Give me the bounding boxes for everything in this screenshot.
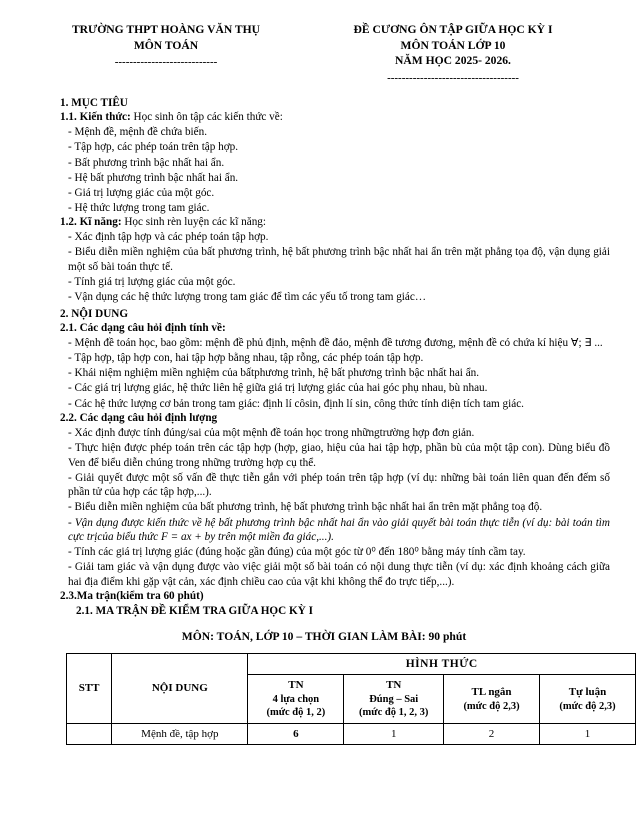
section-1-title: 1. MỤC TIÊU	[60, 96, 128, 109]
list-item: - Tính các giá trị lượng giác (đúng hoặc gần đúng) của một góc từ 0⁰ đến 180⁰ bằng máy tính cầm tay.	[68, 546, 526, 559]
list-item: - Giá trị lượng giác của một góc.	[68, 186, 215, 199]
header-col-tlngan-line1: TL ngắn	[471, 686, 512, 699]
list-item: - Thực hiện được phép toán trên các tập hợp (hợp, giao, hiệu của hai tập hợp, phần bù của một tập con). Dùng biểu đồ Ven để biểu diễn chúng trong những trường hợp cụ thể.	[68, 442, 610, 469]
header-right-divider: ------------------------------------	[387, 71, 519, 84]
document-school-year: NĂM HỌC 2025- 2026.	[395, 54, 511, 68]
cell-noi-dung: Mệnh đề, tập hợp	[112, 724, 248, 745]
header-col-tn4-line2: 4 lựa chọn	[272, 693, 320, 705]
header-school-block	[38, 22, 294, 86]
header-col-tn4	[248, 675, 344, 724]
header-col-tn4-line3: (mức độ 1, 2)	[266, 707, 326, 719]
section-1-2	[60, 215, 610, 230]
list-item: - Tính giá trị lượng giác của một góc.	[68, 276, 236, 289]
section-2-2-label: 2.2. Các dạng câu hỏi định lượng	[60, 412, 218, 425]
header-col-tuluan-line2: (mức độ 2,3)	[559, 700, 616, 712]
header-hinh-thuc: HÌNH THỨC	[248, 653, 636, 675]
list-item: - Vận dụng các hệ thức lượng trong tam giác để tìm các yếu tố trong tam giác…	[68, 291, 427, 304]
list-item: - Bất phương trình bậc nhất hai ẩn.	[68, 156, 225, 169]
header-col-tnds	[344, 675, 444, 724]
list-item: - Khái niệm nghiệm miền nghiệm của bấtphương trình, hệ bất phương trình bậc nhất hai ẩn.	[68, 367, 480, 380]
section-1-2-label: 1.2. Kĩ năng:	[60, 216, 122, 229]
list-item: - Giải tam giác và vận dụng được vào việc giải một số bài toán có nội dung thực tiễn (ví dụ: xác định khoảng cách giữa hai địa điểm khi gặp vật cản, xác định chiều cao của vật khi không thể đo trực tiếp,...).	[68, 561, 610, 588]
subject-name: MÔN TOÁN	[133, 38, 199, 52]
section-1-1-label: 1.1. Kiến thức:	[60, 111, 131, 124]
header-title-block	[294, 22, 612, 86]
list-item: - Các giá trị lượng giác, hệ thức liên hệ giữa giá trị lượng giác của hai góc phụ nhau, bù nhau.	[68, 382, 488, 395]
table-row	[67, 724, 636, 745]
list-item: - Xác định được tính đúng/sai của một mệnh đề toán học trong nhữngtrường hợp đơn giản.	[68, 427, 475, 440]
header-col-tlngan-line2: (mức độ 2,3)	[463, 700, 520, 712]
cell-tn4: 6	[248, 724, 344, 745]
matrix-exam-info: MÔN: TOÁN, LỚP 10 – THỜI GIAN LÀM BÀI: 90 phút	[181, 630, 467, 644]
header-col-tnds-line1: TN	[386, 679, 402, 692]
list-item: - Tập hợp, các phép toán trên tập hợp.	[68, 141, 239, 154]
header-col-tn4-line1: TN	[288, 679, 304, 692]
cell-stt	[67, 724, 112, 745]
section-2-3-label: 2.3.Ma trận(kiểm tra 60 phút)	[60, 590, 204, 603]
list-item: - Mệnh đề, mệnh đề chứa biến.	[68, 126, 208, 139]
list-item: - Hệ bất phương trình bậc nhất hai ẩn.	[68, 171, 239, 184]
header-stt: STT	[67, 653, 112, 724]
list-item: - Giải quyết được một số vấn đề thực tiễn gắn với phép toán trên tập hợp (ví dụ: những bài toán liên quan đến đếm số phần tử của hợp các tập hợp,...).	[68, 471, 610, 499]
section-1-1	[60, 110, 610, 125]
header-col-tuluan	[540, 675, 636, 724]
list-item: - Hệ thức lượng trong tam giác.	[68, 201, 210, 214]
list-item: - Biểu diễn miền nghiệm của bất phương trình, hệ bất phương trình bậc nhất hai ẩn trên mặt phẳng tọa độ, vận dụng giải một số bài toán thực tế.	[68, 246, 610, 273]
header-col-tnds-line3: (mức độ 1, 2, 3)	[359, 707, 429, 719]
header-noi-dung: NỘI DUNG	[112, 653, 248, 724]
section-2-1-label: 2.1. Các dạng câu hỏi định tính về:	[60, 322, 226, 335]
list-item: - Tập hợp, tập hợp con, hai tập hợp bằng nhau, tập rỗng, các phép toán tập hợp.	[68, 352, 424, 365]
list-item: - Mệnh đề toán học, bao gồm: mệnh đề phủ định, mệnh đề đảo, mệnh đề tương đương, mệnh đề có chứa kí hiệu ∀; ∃ ...	[68, 337, 603, 350]
section-2-title: 2. NỘI DUNG	[60, 307, 129, 320]
header-col-tlngan	[444, 675, 540, 724]
section-1-1-text: Học sinh ôn tập các kiến thức về:	[130, 111, 283, 124]
list-item: - Các hệ thức lượng cơ bản trong tam giác: định lí côsin, định lí sin, công thức tính diện tích tam giác.	[68, 397, 524, 410]
table-header-row	[67, 653, 636, 675]
cell-tuluan: 1	[540, 724, 636, 745]
document-header	[0, 0, 640, 86]
list-item: - Vận dụng được kiến thức về hệ bất phương trình bậc nhất hai ẩn vào giải quyết bài toán thực tiễn (ví dụ: bài toán tìm cực trịcủa biểu thức F = ax + by trên một miền đa giác,...).	[68, 516, 610, 544]
document-body	[0, 86, 640, 746]
header-col-tuluan-line1: Tự luận	[568, 686, 607, 699]
section-1-2-text: Học sinh rèn luyện các kĩ năng:	[121, 216, 267, 229]
document-title: ĐỀ CƯƠNG ÔN TẬP GIỮA HỌC KỲ I	[353, 23, 553, 36]
list-item: - Xác định tập hợp và các phép toán tập hợp.	[68, 231, 269, 244]
school-name: TRƯỜNG THPT HOÀNG VĂN THỤ	[71, 23, 261, 36]
cell-tlngan: 2	[444, 724, 540, 745]
list-item: - Biểu diễn miền nghiệm của bất phương trình, hệ bất phương trình bậc nhất hai ẩn trên mặt phẳng toạ độ.	[68, 501, 543, 514]
header-left-divider: ----------------------------	[114, 56, 218, 69]
matrix-section-label: 2.1. MA TRẬN ĐỀ KIỂM TRA GIỮA HỌC KỲ I	[76, 604, 313, 617]
header-col-tnds-line2: Đúng – Sai	[369, 693, 419, 705]
document-subject-grade: MÔN TOÁN LỚP 10	[400, 38, 506, 52]
cell-tnds: 1	[344, 724, 444, 745]
matrix-table	[66, 653, 636, 746]
